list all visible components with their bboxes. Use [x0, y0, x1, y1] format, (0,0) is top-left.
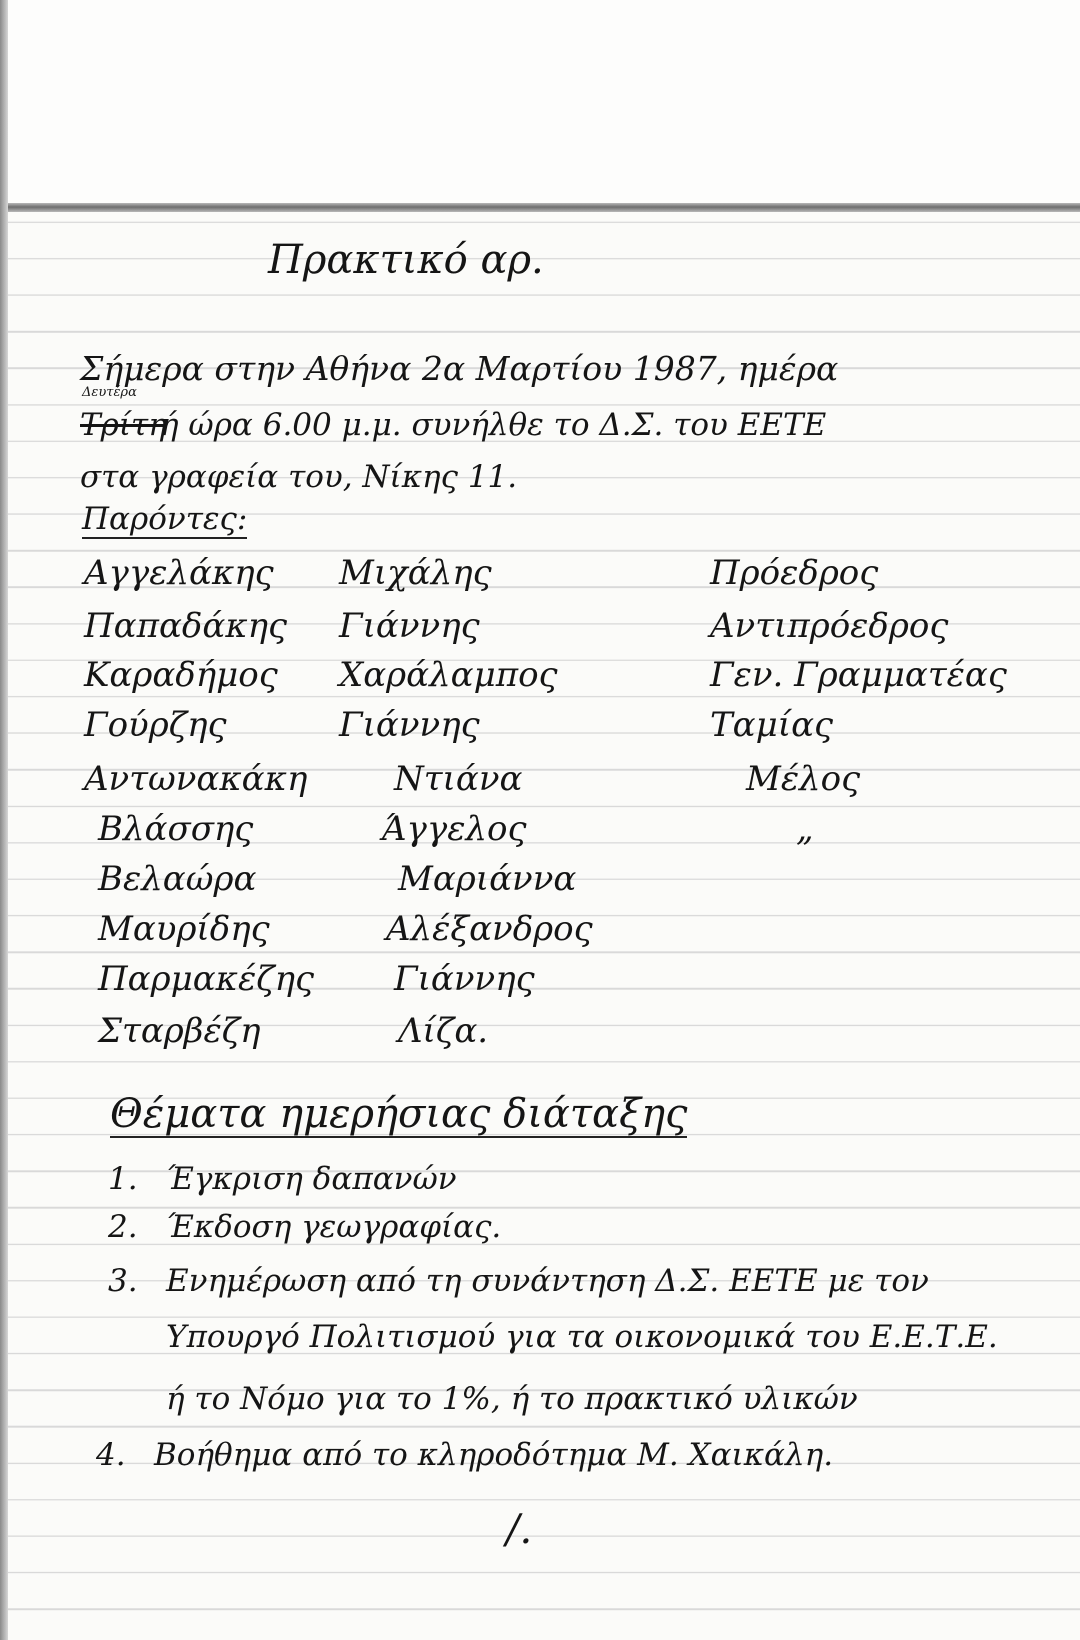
member-name: Αλέξανδρος	[386, 909, 593, 949]
member-name: Μιχάλης	[339, 553, 492, 593]
member-role: Πρόεδρος	[710, 553, 879, 593]
agenda-text: Ενημέρωση από τη συνάντηση Δ.Σ. ΕΕΤΕ με τον	[166, 1263, 929, 1299]
agenda-item	[108, 1263, 929, 1299]
member-name: Ντιάνα	[394, 759, 523, 799]
minutes-title: Πρακτικό αρ.	[268, 237, 544, 283]
intro-line-3: στα γραφεία του, Νίκης 11.	[80, 459, 518, 495]
member-surname: Σταρβέζη	[98, 1011, 261, 1051]
intro-line-2: ή ώρα 6.00 μ.μ. συνήλθε το Δ.Σ. του ΕΕΤΕ	[160, 407, 827, 443]
member-surname: Αγγελάκης	[84, 553, 274, 593]
agenda-number: 1.	[108, 1161, 138, 1197]
header-rule	[0, 203, 1080, 212]
agenda-number: 4.	[96, 1437, 126, 1473]
member-name: Γιάννης	[339, 606, 480, 646]
member-row	[84, 759, 964, 808]
member-surname: Καραδήμος	[84, 655, 278, 695]
page-header-margin	[0, 0, 1080, 203]
member-row	[84, 909, 964, 958]
member-surname: Παρμακέζης	[98, 959, 315, 999]
member-surname: Παπαδάκης	[84, 606, 288, 646]
page-binding	[0, 0, 8, 1640]
member-surname: Βελαώρα	[98, 859, 257, 899]
member-role: Γεν. Γραμματέας	[710, 655, 1007, 695]
member-surname: Αντωνακάκη	[84, 759, 308, 799]
struck-day: Τρίτη	[80, 407, 167, 443]
member-name: Άγγελος	[382, 809, 527, 849]
intro-line-1: Σήμερα στην Αθήνα 2α Μαρτίου 1987, ημέρα	[80, 349, 839, 388]
member-name: Γιάννης	[394, 959, 535, 999]
agenda-item	[96, 1437, 834, 1473]
member-row	[84, 959, 964, 1008]
agenda-heading: Θέματα ημερήσιας διάταξης	[110, 1091, 688, 1137]
member-surname: Γούρζης	[84, 705, 227, 745]
agenda-text: Έγκριση δαπανών	[166, 1161, 457, 1197]
member-surname: Μαυρίδης	[98, 909, 270, 949]
member-name: Λίζα.	[398, 1011, 489, 1051]
member-role: Ταμίας	[710, 705, 834, 745]
member-name: Χαράλαμπος	[339, 655, 558, 695]
member-row	[84, 1011, 964, 1060]
member-role: Μέλος	[746, 759, 861, 799]
agenda-continuation: ή το Νόμο για το 1%, ή το πρακτικό υλικών	[166, 1381, 858, 1417]
member-role: Αντιπρόεδρος	[710, 606, 949, 646]
member-name: Γιάννης	[339, 705, 480, 745]
member-row	[84, 705, 964, 754]
agenda-item	[108, 1161, 457, 1197]
member-row	[84, 859, 964, 908]
present-label: Παρόντες:	[82, 501, 248, 537]
inserted-day: Δευτέρα	[82, 385, 137, 400]
agenda-continuation: Υπουργό Πολιτισμού για τα οικονομικά του Ε.Ε.Τ.Ε.	[166, 1319, 998, 1355]
agenda-item	[108, 1209, 502, 1245]
end-mark: /.	[506, 1507, 533, 1553]
member-role: „	[796, 809, 814, 849]
member-surname: Βλάσσης	[98, 809, 254, 849]
member-row	[84, 606, 964, 655]
agenda-number: 3.	[108, 1263, 138, 1299]
agenda-text: Βοήθημα από το κληροδότημα Μ. Χαικάλη.	[154, 1437, 834, 1473]
member-row	[84, 655, 1007, 704]
member-row	[84, 553, 964, 602]
agenda-text: Έκδοση γεωγραφίας.	[166, 1209, 502, 1245]
member-row	[84, 809, 964, 858]
member-name: Μαριάννα	[398, 859, 577, 899]
agenda-number: 2.	[108, 1209, 138, 1245]
